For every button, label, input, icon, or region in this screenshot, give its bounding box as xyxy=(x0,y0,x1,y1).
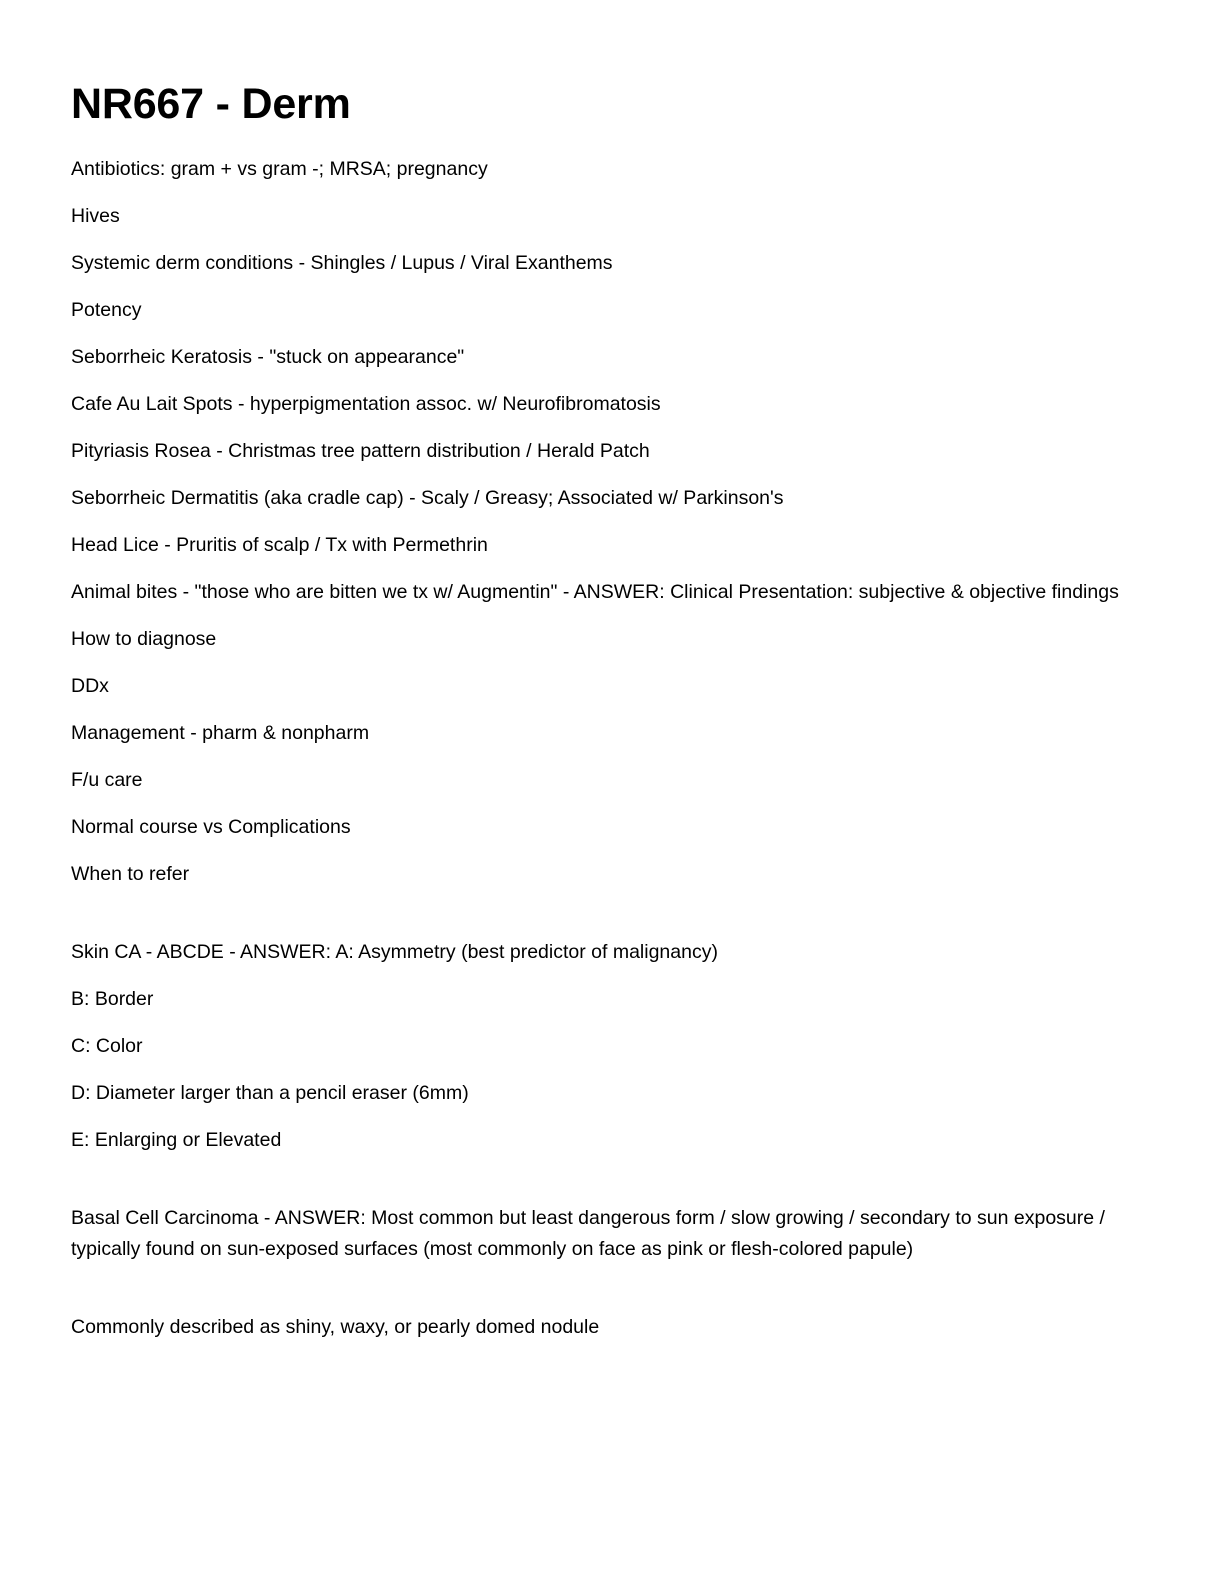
line-seborrheic-keratosis: Seborrheic Keratosis - "stuck on appearance" xyxy=(71,346,465,368)
document-page xyxy=(71,74,1151,1359)
line-border: B: Border xyxy=(71,988,154,1010)
line-ddx: DDx xyxy=(71,675,109,697)
line-when-to-refer: When to refer xyxy=(71,863,190,885)
line-fu-care: F/u care xyxy=(71,769,143,791)
line-potency: Potency xyxy=(71,299,142,321)
line-commonly-described: Commonly described as shiny, waxy, or pearly domed nodule xyxy=(71,1316,600,1338)
line-seborrheic-dermatitis: Seborrheic Dermatitis (aka cradle cap) - Scaly / Greasy; Associated w/ Parkinson's xyxy=(71,487,784,509)
line-head-lice: Head Lice - Pruritis of scalp / Tx with Permethrin xyxy=(71,534,488,556)
line-diameter: D: Diameter larger than a pencil eraser (6mm) xyxy=(71,1082,469,1104)
line-management: Management - pharm & nonpharm xyxy=(71,722,370,744)
document-body xyxy=(71,154,1151,1343)
line-antibiotics: Antibiotics: gram + vs gram -; MRSA; pregnancy xyxy=(71,158,488,180)
line-color: C: Color xyxy=(71,1035,143,1057)
line-how-to-diagnose: How to diagnose xyxy=(71,628,217,650)
line-cafe-au-lait: Cafe Au Lait Spots - hyperpigmentation assoc. w/ Neurofibromatosis xyxy=(71,393,661,415)
line-enlarging: E: Enlarging or Elevated xyxy=(71,1129,282,1151)
line-basal-cell: Basal Cell Carcinoma - ANSWER: Most common but least dangerous form / slow growing / secondary to sun exposure / typically found on sun-exposed surfaces (most commonly on face as pink or flesh-colored papule) xyxy=(71,1207,1105,1260)
line-hives: Hives xyxy=(71,205,120,227)
line-normal-course: Normal course vs Complications xyxy=(71,816,351,838)
document-title: NR667 - Derm xyxy=(71,80,351,128)
line-pityriasis-rosea: Pityriasis Rosea - Christmas tree pattern distribution / Herald Patch xyxy=(71,440,650,462)
line-skin-ca: Skin CA - ABCDE - ANSWER: A: Asymmetry (best predictor of malignancy) xyxy=(71,941,718,963)
line-animal-bites: Animal bites - "those who are bitten we tx w/ Augmentin" - ANSWER: Clinical Presentation: subjective & objective findings xyxy=(71,581,1119,603)
line-systemic-derm: Systemic derm conditions - Shingles / Lupus / Viral Exanthems xyxy=(71,252,613,274)
